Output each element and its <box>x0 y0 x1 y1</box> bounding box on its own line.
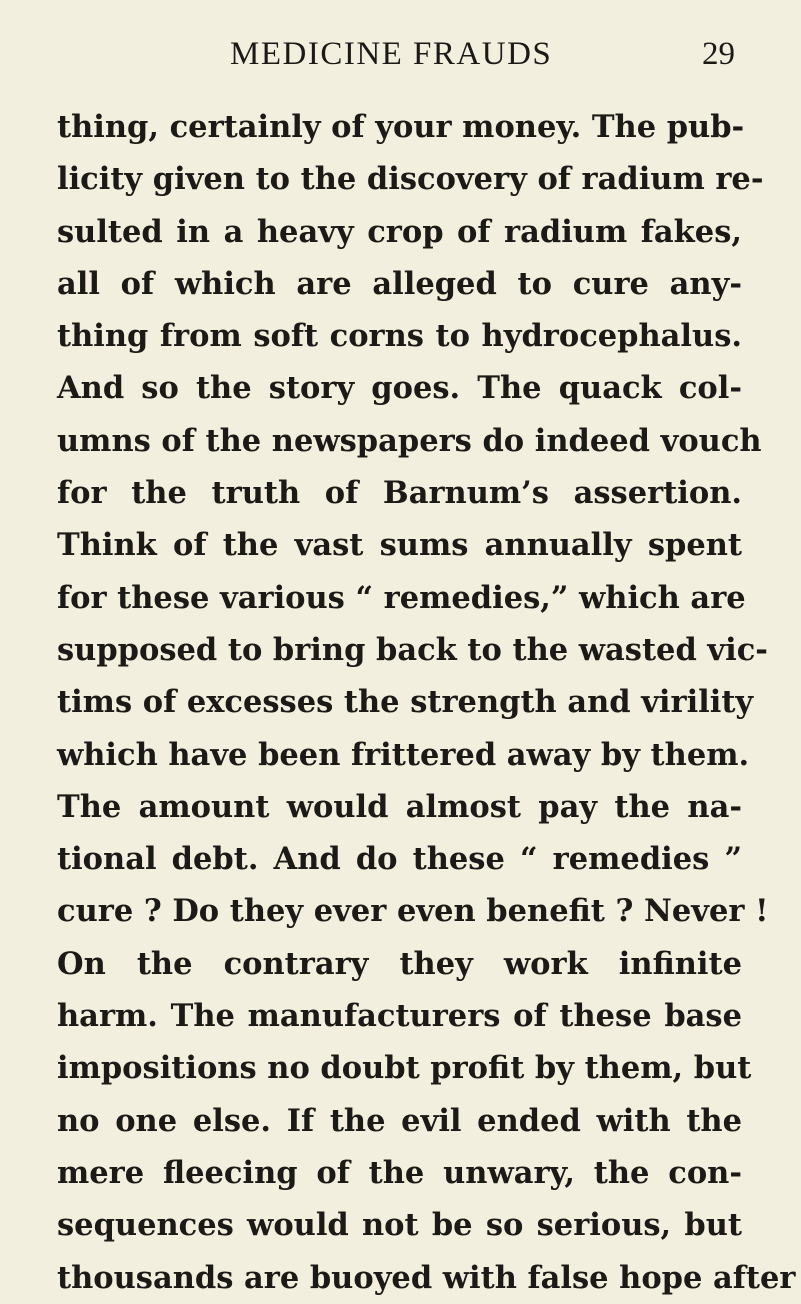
text-line: no one else. If the evil ended with the <box>57 1102 742 1139</box>
text-line: thousands are buoyed with false hope after <box>57 1259 796 1296</box>
text-line: sulted in a heavy crop of radium fakes, <box>57 213 742 250</box>
body-text <box>57 101 796 1304</box>
text-line: impositions no doubt profit by them, but <box>57 1050 752 1087</box>
text-line: On the contrary they work infinite <box>57 945 742 982</box>
running-title: MEDICINE FRAUDS <box>230 36 553 72</box>
page-number: 29 <box>702 36 735 72</box>
text-line: tims of excesses the strength and virility <box>57 684 754 721</box>
text-line: for these various “ remedies,” which are <box>57 579 746 616</box>
text-line: And so the story goes. The quack col- <box>57 370 742 407</box>
text-line: thing from soft corns to hydrocephalus. <box>57 318 742 355</box>
text-line: supposed to bring back to the wasted vic- <box>57 631 768 668</box>
text-line: mere fleecing of the unwary, the con- <box>57 1154 742 1191</box>
text-line: for the truth of Barnum’s assertion. <box>57 475 742 512</box>
text-line: The amount would almost pay the na- <box>57 788 742 825</box>
text-line: thing, certainly of your money. The pub- <box>57 109 745 145</box>
text-line: cure ? Do they ever even benefit ? Never ! <box>57 893 769 930</box>
text-line: all of which are alleged to cure any- <box>57 265 742 302</box>
text-line: Think of the vast sums annually spent <box>57 527 742 564</box>
running-header <box>230 34 735 74</box>
text-line: which have been frittered away by them. <box>57 736 750 773</box>
text-line: umns of the newspapers do indeed vouch <box>57 422 762 459</box>
text-line: sequences would not be so serious, but <box>57 1207 742 1244</box>
text-line: licity given to the discovery of radium re- <box>57 161 764 198</box>
text-line: tional debt. And do these “ remedies ” <box>57 841 742 878</box>
text-line: harm. The manufacturers of these base <box>57 998 742 1035</box>
